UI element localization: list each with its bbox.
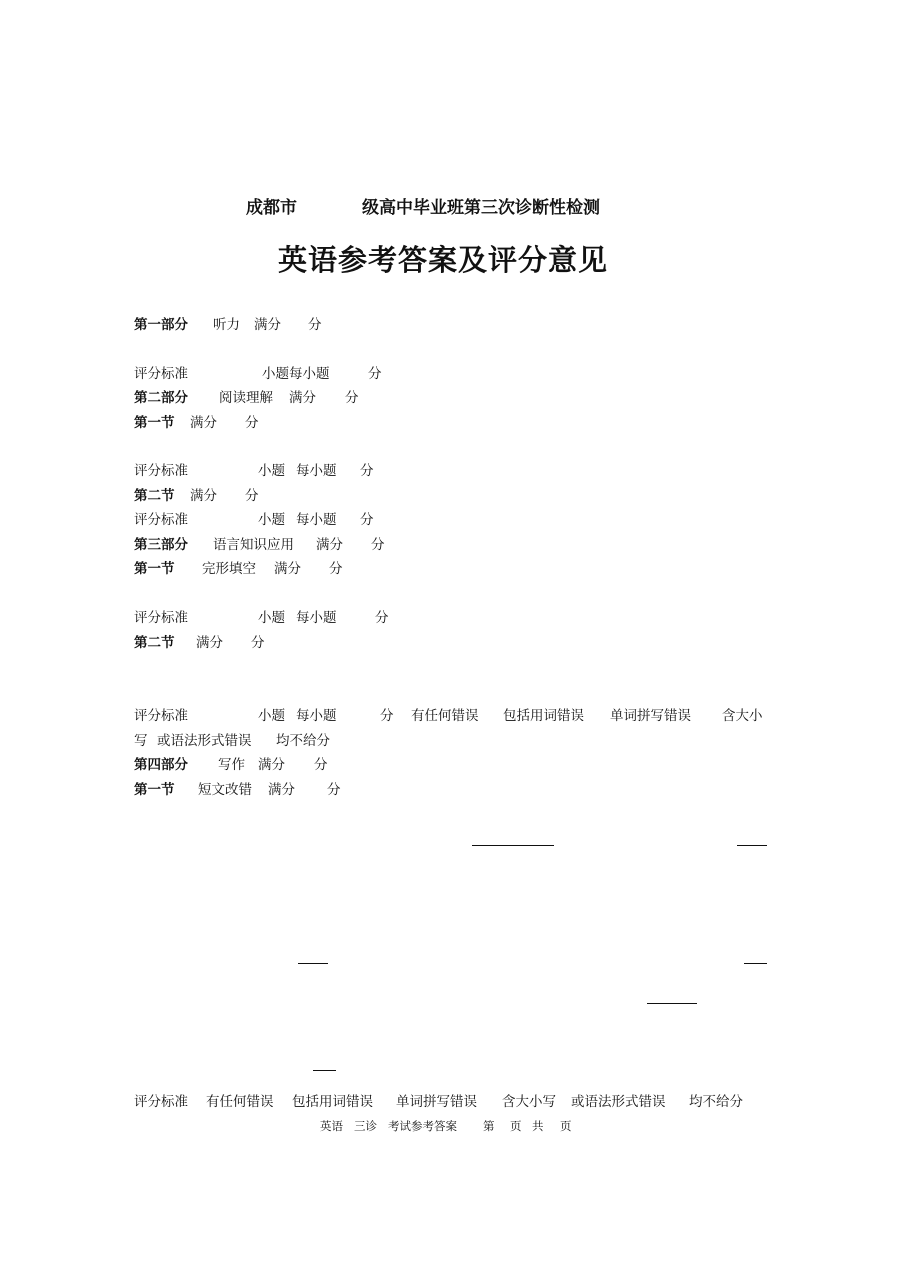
text: 分: [329, 561, 343, 577]
text: 每小题: [296, 708, 337, 724]
text: 满分: [190, 415, 217, 431]
text: 写作: [218, 757, 245, 773]
text: 页: [560, 1119, 572, 1133]
text: 第二部分: [134, 390, 188, 406]
text: 均不给分: [689, 1094, 743, 1110]
text: 满分: [190, 488, 217, 504]
text: 分: [308, 317, 322, 333]
answer-underline: [647, 1003, 697, 1004]
text: 分: [251, 635, 265, 651]
text: 英语: [320, 1119, 343, 1133]
page-title: 英语参考答案及评分意见: [278, 243, 609, 277]
answer-underline: [313, 1070, 336, 1071]
text: 分: [327, 782, 341, 798]
text: 第一节: [134, 782, 175, 798]
text: 分: [360, 512, 374, 528]
text: 评分标准: [134, 610, 188, 626]
text: 第三部分: [134, 537, 188, 553]
text: 小题: [258, 708, 285, 724]
header-city: 成都市: [246, 198, 297, 218]
text: 语言知识应用: [213, 537, 294, 553]
text: 评分标准: [134, 1094, 188, 1110]
text: 第一部分: [134, 317, 188, 333]
text: 评分标准: [134, 463, 188, 479]
text: 写: [134, 733, 148, 749]
text: 分: [371, 537, 385, 553]
text: 小题: [258, 610, 285, 626]
text: 短文改错: [198, 782, 252, 798]
text: 分: [360, 463, 374, 479]
text: 评分标准: [134, 512, 188, 528]
text: 第一节: [134, 415, 175, 431]
text: 满分: [268, 782, 295, 798]
header-exam-name: 级高中毕业班第三次诊断性检测: [362, 198, 600, 218]
text: 分: [314, 757, 328, 773]
text: 满分: [254, 317, 281, 333]
text: 第二节: [134, 488, 175, 504]
text: 第一节: [134, 561, 175, 577]
text: 满分: [196, 635, 223, 651]
text: 第四部分: [134, 757, 188, 773]
text: 评分标准: [134, 366, 188, 382]
text: 单词拼写错误: [610, 708, 691, 724]
text: 每小题: [289, 366, 330, 382]
text: 每小题: [296, 512, 337, 528]
text: 满分: [258, 757, 285, 773]
answer-underline: [472, 845, 554, 846]
text: 页: [510, 1119, 522, 1133]
text: 听力: [213, 317, 240, 333]
text: 满分: [289, 390, 316, 406]
text: 第二节: [134, 635, 175, 651]
text: 考试参考答案: [388, 1119, 457, 1133]
text: 或语法形式错误: [571, 1094, 666, 1110]
text: 满分: [274, 561, 301, 577]
text: 分: [368, 366, 382, 382]
text: 包括用词错误: [292, 1094, 373, 1110]
text: 每小题: [296, 463, 337, 479]
answer-underline: [737, 845, 767, 846]
text: 有任何错误: [206, 1094, 274, 1110]
text: 小题: [258, 463, 285, 479]
text: 小题: [258, 512, 285, 528]
text: 均不给分: [276, 733, 330, 749]
text: 分: [380, 708, 394, 724]
text: 分: [245, 488, 259, 504]
text: 单词拼写错误: [396, 1094, 477, 1110]
text: 每小题: [296, 610, 337, 626]
text: 包括用词错误: [503, 708, 584, 724]
text: 有任何错误: [411, 708, 479, 724]
text: 三诊: [354, 1119, 377, 1133]
text: 满分: [316, 537, 343, 553]
text: 完形填空: [202, 561, 256, 577]
text: 或语法形式错误: [157, 733, 252, 749]
text: 共: [532, 1119, 544, 1133]
text: 第: [483, 1119, 495, 1133]
answer-underline: [744, 963, 767, 964]
text: 阅读理解: [219, 390, 273, 406]
text: 评分标准: [134, 708, 188, 724]
text: 分: [375, 610, 389, 626]
text: 分: [345, 390, 359, 406]
text: 小题: [262, 366, 289, 382]
text: 含大小: [722, 708, 763, 724]
answer-underline: [298, 963, 328, 964]
text: 分: [245, 415, 259, 431]
text: 含大小写: [502, 1094, 556, 1110]
